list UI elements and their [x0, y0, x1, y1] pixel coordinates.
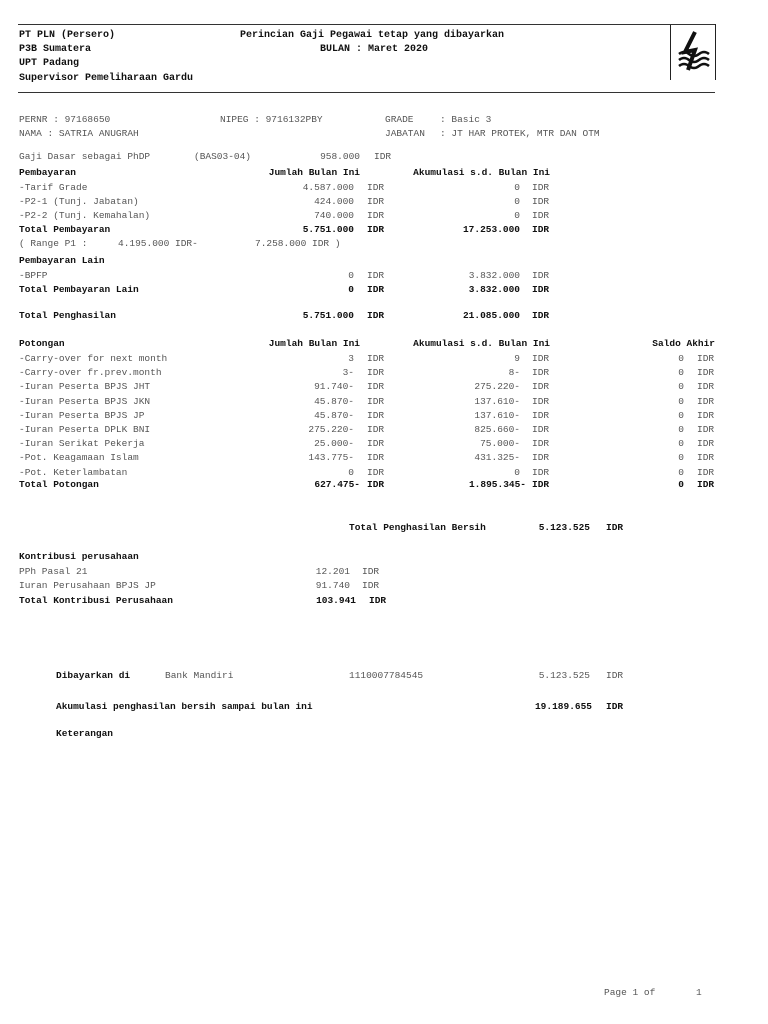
total-penghasilan-label: Total Penghasilan: [19, 310, 116, 321]
potongan-row-accumulated: 9: [514, 353, 520, 364]
total-pembayaran-lain-acc-currency: IDR: [532, 284, 550, 295]
pembayaran-row-acc-currency: IDR: [532, 182, 550, 193]
potongan-row-acc-currency: IDR: [532, 438, 550, 450]
pembayaran-row-amount: 740.000: [314, 210, 354, 221]
kontribusi-row-currency: IDR: [362, 580, 380, 591]
potongan-row-saldo-currency: IDR: [697, 466, 715, 478]
total-pembayaran-lain-accumulated: 3.832.000: [468, 284, 520, 295]
potongan-row-acc-currency: IDR: [532, 424, 550, 435]
potongan-row-label: -Iuran Peserta DPLK BNI: [19, 424, 151, 435]
total-potongan-amount: 627.475-: [314, 479, 360, 490]
kontribusi-row-label: PPh Pasal 21: [19, 566, 88, 577]
pembayaran-row-label: -P2-1 (Tunj. Jabatan): [19, 196, 139, 207]
company-name: PT PLN (Persero): [19, 30, 116, 41]
account-number: 1110007784545: [349, 670, 424, 681]
akumulasi-bersih-label: Akumulasi penghasilan bersih sampai bulan ini: [56, 701, 313, 712]
total-pembayaran-acc-currency: IDR: [532, 224, 550, 235]
gaji-dasar-code: (BAS03-04): [194, 151, 252, 162]
potongan-row-label: -Carry-over fr.prev.month: [19, 367, 162, 379]
potongan-row-currency: IDR: [367, 353, 385, 364]
potongan-row-label: -Iuran Serikat Pekerja: [19, 438, 145, 450]
potongan-row-amount: 0: [348, 466, 354, 478]
potongan-row-amount: 45.870-: [314, 395, 354, 407]
col-saldo-header: Saldo Akhir: [652, 338, 715, 349]
col-jumlah-header: Jumlah Bulan Ini: [268, 167, 360, 178]
pembayaran-row-label: -P2-2 (Tunj. Kemahalan): [19, 210, 151, 221]
total-potongan-currency: IDR: [367, 479, 385, 490]
kontribusi-title: Kontribusi perusahaan: [19, 551, 139, 562]
potongan-row-label: -Iuran Peserta BPJS JHT: [19, 381, 151, 393]
pembayaran-lain-row-currency: IDR: [367, 270, 385, 281]
range-label: ( Range P1 :: [19, 238, 88, 249]
unit-name: Supervisor Pemeliharaan Gardu: [19, 73, 194, 84]
potongan-row-saldo: 0: [678, 424, 684, 435]
pembayaran-row-currency: IDR: [367, 182, 385, 193]
potongan-row-currency: IDR: [367, 381, 385, 393]
page-label: Page 1 of: [604, 987, 656, 998]
pembayaran-row-accumulated: 0: [514, 196, 520, 207]
potongan-row-acc-currency: IDR: [532, 395, 550, 407]
potongan-row-currency: IDR: [367, 466, 385, 478]
dibayarkan-label: Dibayarkan di: [56, 670, 131, 681]
potongan-row-saldo-currency: IDR: [697, 395, 715, 407]
potongan-row-currency: IDR: [367, 424, 385, 435]
total-potongan-saldo: 0: [678, 479, 684, 490]
potongan-row-currency: IDR: [367, 452, 385, 464]
page-total: 1: [696, 987, 702, 998]
pernr: PERNR : 97168650: [19, 114, 111, 125]
pembayaran-lain-row-label: -BPFP: [19, 270, 48, 281]
total-penghasilan-currency: IDR: [367, 310, 385, 321]
potongan-row-saldo-currency: IDR: [697, 409, 715, 421]
grade-value: : Basic 3: [440, 114, 492, 125]
potongan-row-amount: 91.740-: [314, 381, 354, 393]
total-kontribusi-amount: 103.941: [316, 595, 356, 606]
gaji-dasar-value: 958.000: [320, 151, 360, 162]
pembayaran-row-currency: IDR: [367, 210, 385, 221]
potongan-row-currency: IDR: [367, 409, 385, 421]
employee-name: NAMA : SATRIA ANUGRAH: [19, 128, 139, 139]
pembayaran-lain-row-amount: 0: [348, 270, 354, 281]
potongan-row-saldo: 0: [678, 438, 684, 450]
potongan-row-saldo: 0: [678, 367, 684, 379]
bank-name: Bank Mandiri: [165, 670, 234, 681]
pln-logo-box: [670, 24, 716, 80]
col-akumulasi-header: Akumulasi s.d. Bulan Ini: [413, 167, 550, 178]
nipeg: NIPEG : 9716132PBY: [220, 114, 323, 125]
total-pembayaran-amount: 5.751.000: [302, 224, 354, 235]
potongan-row-amount: 275.220-: [308, 424, 354, 435]
total-pembayaran-accumulated: 17.253.000: [462, 224, 520, 235]
jabatan-label: JABATAN: [385, 128, 425, 139]
total-kontribusi-label: Total Kontribusi Perusahaan: [19, 595, 173, 606]
pembayaran-lain-row-acc-currency: IDR: [532, 270, 550, 281]
potongan-row-accumulated: 431.325-: [474, 452, 520, 464]
col-jumlah-header: Jumlah Bulan Ini: [268, 338, 360, 349]
kontribusi-row-label: Iuran Perusahaan BPJS JP: [19, 580, 156, 591]
total-penghasilan-amount: 5.751.000: [302, 310, 354, 321]
total-penghasilan-accumulated: 21.085.000: [462, 310, 520, 321]
total-potongan-saldo-currency: IDR: [697, 479, 715, 490]
potongan-row-currency: IDR: [367, 367, 385, 379]
potongan-row-saldo: 0: [678, 395, 684, 407]
potongan-row-saldo: 0: [678, 353, 684, 364]
potongan-row-saldo-currency: IDR: [697, 424, 715, 435]
potongan-row-acc-currency: IDR: [532, 367, 550, 379]
penghasilan-bersih-label: Total Penghasilan Bersih: [349, 522, 486, 533]
keterangan-label: Keterangan: [56, 728, 114, 739]
potongan-row-accumulated: 0: [514, 466, 520, 478]
pembayaran-row-accumulated: 0: [514, 210, 520, 221]
potongan-row-amount: 3-: [342, 367, 354, 379]
pembayaran-row-currency: IDR: [367, 196, 385, 207]
akumulasi-bersih-currency: IDR: [606, 701, 624, 712]
payment-currency: IDR: [606, 670, 624, 681]
kontribusi-row-amount: 12.201: [315, 566, 350, 577]
potongan-row-accumulated: 275.220-: [474, 381, 520, 393]
pembayaran-row-label: -Tarif Grade: [19, 182, 88, 193]
pembayaran-row-acc-currency: IDR: [532, 196, 550, 207]
jabatan-value: : JT HAR PROTEK, MTR DAN OTM: [440, 128, 600, 139]
potongan-row-currency: IDR: [367, 395, 385, 407]
potongan-row-label: -Iuran Peserta BPJS JKN: [19, 395, 151, 407]
payment-amount: 5.123.525: [538, 670, 590, 681]
pembayaran-row-acc-currency: IDR: [532, 210, 550, 221]
penghasilan-bersih-currency: IDR: [606, 522, 624, 533]
pembayaran-title: Pembayaran: [19, 167, 77, 178]
kontribusi-row-currency: IDR: [362, 566, 380, 577]
total-pembayaran-label: Total Pembayaran: [19, 224, 111, 235]
document-title: Perincian Gaji Pegawai tetap yang dibayarkan: [240, 30, 505, 41]
unit-name: UPT Padang: [19, 58, 80, 69]
potongan-row-saldo-currency: IDR: [697, 367, 715, 379]
potongan-row-label: -Carry-over for next month: [19, 353, 168, 364]
total-pembayaran-lain-label: Total Pembayaran Lain: [19, 284, 139, 295]
period: BULAN : Maret 2020: [320, 44, 429, 55]
total-potongan-accumulated: 1.895.345-: [468, 479, 526, 490]
gaji-dasar-label: Gaji Dasar sebagai PhDP: [19, 151, 151, 162]
potongan-row-accumulated: 137.610-: [474, 409, 520, 421]
total-pembayaran-currency: IDR: [367, 224, 385, 235]
potongan-row-saldo-currency: IDR: [697, 438, 715, 450]
total-pembayaran-lain-currency: IDR: [367, 284, 385, 295]
potongan-row-amount: 45.870-: [314, 409, 354, 421]
pembayaran-lain-title: Pembayaran Lain: [19, 255, 105, 266]
potongan-row-acc-currency: IDR: [532, 452, 550, 464]
potongan-row-saldo-currency: IDR: [697, 452, 715, 464]
potongan-row-accumulated: 825.660-: [474, 424, 520, 435]
penghasilan-bersih-amount: 5.123.525: [538, 522, 590, 533]
header-rule: [18, 92, 715, 93]
col-akumulasi-header: Akumulasi s.d. Bulan Ini: [413, 338, 550, 349]
gaji-dasar-currency: IDR: [374, 151, 392, 162]
total-kontribusi-currency: IDR: [369, 595, 387, 606]
potongan-row-saldo: 0: [678, 452, 684, 464]
pln-logo-icon: [671, 24, 715, 80]
potongan-row-acc-currency: IDR: [532, 409, 550, 421]
potongan-row-label: -Pot. Keterlambatan: [19, 466, 128, 478]
potongan-row-saldo-currency: IDR: [697, 381, 715, 393]
total-potongan-label: Total Potongan: [19, 479, 99, 490]
potongan-row-label: -Pot. Keagamaan Islam: [19, 452, 139, 464]
range-max: 7.258.000 IDR ): [255, 238, 341, 249]
potongan-row-amount: 25.000-: [314, 438, 354, 450]
total-pembayaran-lain-amount: 0: [348, 284, 354, 295]
pembayaran-row-amount: 424.000: [314, 196, 354, 207]
potongan-row-saldo: 0: [678, 409, 684, 421]
potongan-row-accumulated: 8-: [508, 367, 520, 379]
akumulasi-bersih-amount: 19.189.655: [534, 701, 592, 712]
top-rule: [18, 24, 715, 25]
potongan-row-saldo: 0: [678, 466, 684, 478]
potongan-row-acc-currency: IDR: [532, 353, 550, 364]
potongan-title: Potongan: [19, 338, 65, 349]
kontribusi-row-amount: 91.740: [315, 580, 350, 591]
potongan-row-acc-currency: IDR: [532, 381, 550, 393]
pembayaran-row-accumulated: 0: [514, 182, 520, 193]
potongan-row-accumulated: 137.610-: [474, 395, 520, 407]
potongan-row-amount: 143.775-: [308, 452, 354, 464]
potongan-row-amount: 3: [348, 353, 354, 364]
potongan-row-saldo: 0: [678, 381, 684, 393]
potongan-row-label: -Iuran Peserta BPJS JP: [19, 409, 145, 421]
potongan-row-accumulated: 75.000-: [480, 438, 520, 450]
total-potongan-acc-currency: IDR: [532, 479, 550, 490]
pembayaran-row-amount: 4.587.000: [302, 182, 354, 193]
pembayaran-lain-row-accumulated: 3.832.000: [468, 270, 520, 281]
total-penghasilan-acc-currency: IDR: [532, 310, 550, 321]
potongan-row-acc-currency: IDR: [532, 466, 550, 478]
grade-label: GRADE: [385, 114, 414, 125]
potongan-row-currency: IDR: [367, 438, 385, 450]
unit-name: P3B Sumatera: [19, 44, 92, 55]
range-min: 4.195.000 IDR-: [118, 238, 198, 249]
potongan-row-saldo-currency: IDR: [697, 353, 715, 364]
